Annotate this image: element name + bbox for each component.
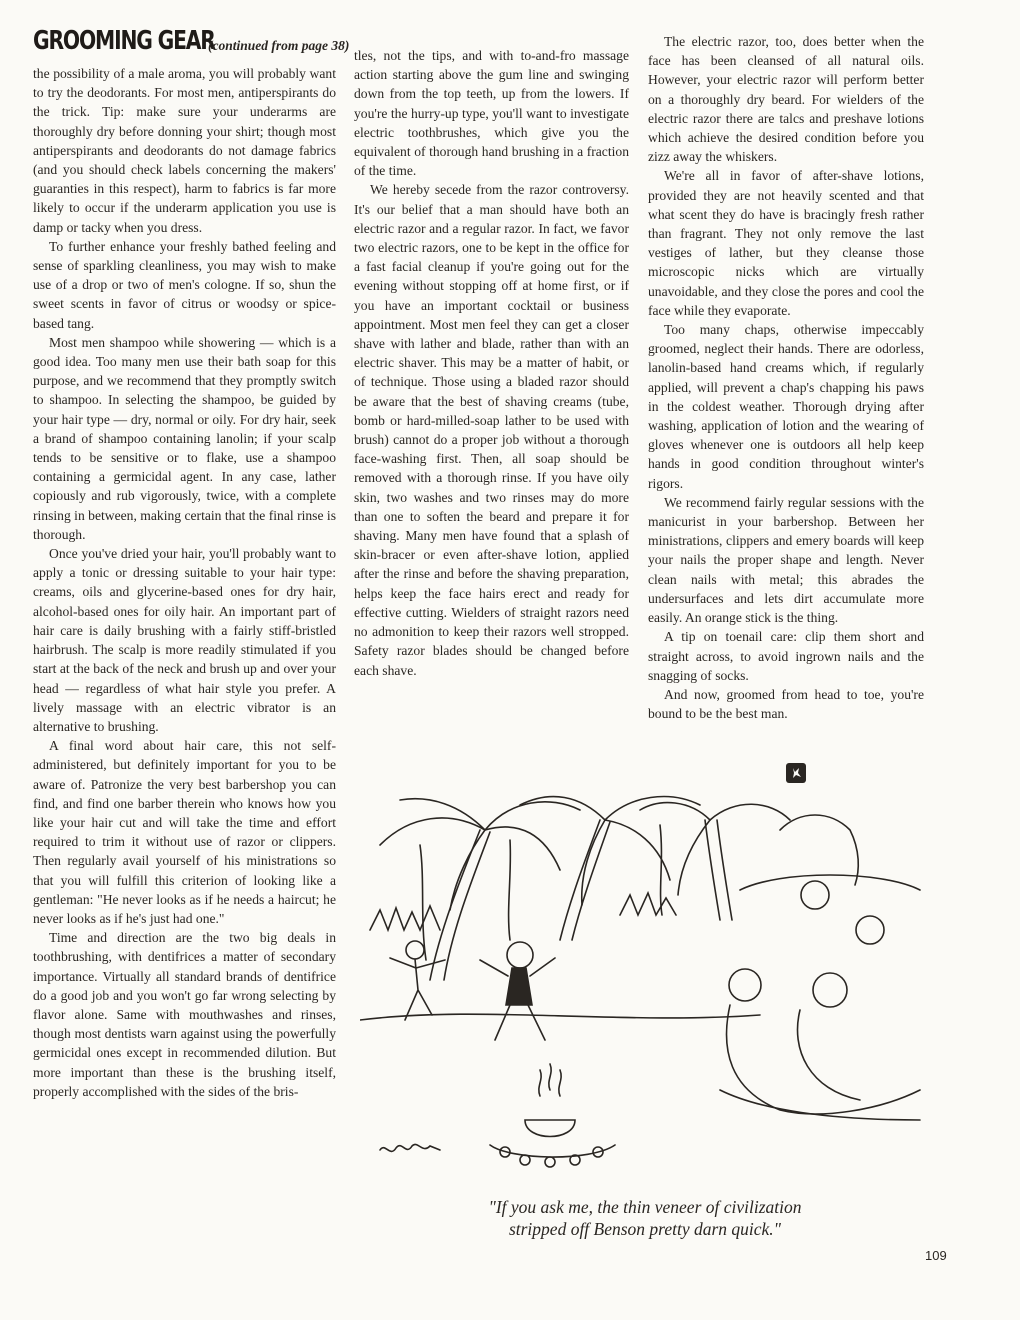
paragraph: We hereby secede from the razor controversy. It's our belief that a man should have both an electric razor and a regular razor. In fact, we favor two electric razors, one to be kept in the office for a fast facial cleanup if you're going out for the evening without stopping off at home first, or if you have an important cocktail or business appointment. Most men feel they can get a closer shave with lather and blade, rather than with an electric shaver. This may be a matter of habit, or of technique. Those using a bladed razor should be aware that the best of shaving creams (tube, bomb or hard-milled-soap lather to be used with brush) cannot do a proper job without a thorough face-washing first. Then, all soap should be removed with a thorough rinse. If you have oily skin, two washes and two rinses may do more than one to soften the beard and prepare it for shaving. Many men have found that a splash of skin-bracer or even after-shave lotion, applied after the rinse and before the shaving preparation, helps keep the face hairs erect and ready for effective cutting. Wielders of straight razors need no admonition to keep their razors well stropped. Safety razor blades should be changed before each shave.	[354, 182, 629, 678]
caption-line: "If you ask me, the thin veneer of civilization	[488, 1197, 802, 1217]
continued-note: (continued from page 38)	[208, 38, 350, 53]
text-column-1	[33, 64, 336, 1101]
paragraph: A final word about hair care, this not self-administered, but definitely important for you to be aware of. Patronize the very best barbershop you can find, and find one barber therein who knows how you like your hair cut and will take the time and effort required to trim it without use of razor or clippers. Then regularly avail yourself of his ministrations so that you will fulfill this criterion of looking like a gentleman: "He never looks as if he needs a haircut; he never looks as if he's just had one."	[33, 738, 336, 926]
cartoon-caption	[360, 1196, 930, 1240]
page-number: 109	[925, 1248, 947, 1263]
paragraph: tles, not the tips, and with to-and-fro massage action starting above the gum line and swinging down from the top teeth, up from the lowers. If you're the hurry-up type, you'll want to investigate electric toothbrushes, which give you the equivalent of thorough hand brushing in a fraction of the time.	[354, 48, 629, 179]
paragraph: Time and direction are the two big deals in toothbrushing, with dentifrices a matter of secondary importance. Virtually all standard brands of dentifrice do a good job and you won't go far wrong selecting by flavor alone. Same with mouthwashes and rinses, though most dentists warn against using the powerfully germicidal ones except in recommended dilution. But more important than these is the brushing itself, properly accomplished with the sides of the bris-	[33, 930, 336, 1099]
text-column-2	[354, 46, 629, 680]
paragraph: the possibility of a male aroma, you will probably want to try the deodorants. For most men, antiperspirants do the trick. Tip: make sure your underarms are thoroughly dry before donning your shirt; though most antiperspirants and deodorants do not damage fabrics (and you should check labels concerning the makers' guaranties in this respect), harm to fabrics is far more likely to occur if the underarm application you use is damp or tacky when you dress.	[33, 66, 336, 235]
paragraph: Too many chaps, otherwise impeccably groomed, neglect their hands. There are odorless, lanolin-based hand creams which, if regularly applied, will prevent a chap's chapping his paws in the coldest weather. Thorough drying after washing, application of lotion and the wearing of gloves whenever one is outdoors all help keep hands in good condition throughout winter's rigors.	[648, 322, 924, 491]
caption-line: stripped off Benson pretty darn quick."	[508, 1219, 782, 1239]
paragraph: To further enhance your freshly bathed feeling and sense of sparkling cleanliness, you may wish to make use of a drop or two of men's cologne. If so, shun the sweet scents in favor of citrus or woodsy or spice-based tang.	[33, 238, 336, 331]
jungle-party-cartoon-illustration	[360, 790, 930, 1188]
paragraph: Once you've dried your hair, you'll probably want to apply a tonic or dressing suitable to your hair type: creams, oils and glycerine-based ones for dry hair, alcohol-based ones for oily hair. An important part of hair care is daily brushing with a fairly stiff-bristled hairbrush. The scalp is more readily stimulated if you start at the back of the neck and brush up and over your head — regardless of what hair style you prefer. A lively massage with an electric vibrator is an alternative to brushing.	[33, 546, 336, 734]
paragraph: We recommend fairly regular sessions with the manicurist in your barbershop. Between her ministrations, clippers and emery boards will keep your nails the proper shape and length. Never clean nails with metal; this abrades the undersurfaces and lets dirt accumulate more easily. An orange stick is the thing.	[648, 494, 924, 626]
paragraph: And now, groomed from head to toe, you're bound to be the best man.	[648, 686, 924, 722]
paragraph: A tip on toenail care: clip them short and straight across, to avoid ingrown nails and the snagging of socks.	[648, 629, 924, 683]
end-mark-icon	[786, 763, 806, 783]
paragraph: We're all in favor of after-shave lotions, provided they are not heavily scented and that what scent they do have is bracingly fresh rather than fragrant. They not only remove the last vestiges of lather, but they cleanse those microscopic nicks which are virtually unavoidable, and they close the pores and cool the face while they evaporate.	[648, 168, 924, 318]
paragraph: Most men shampoo while showering — which is a good idea. Too many men use their bath soap for this purpose, and we recommend that they promptly switch to shampoo. In selecting the shampoo, be guided by your hair type — dry, normal or oily. For dry hair, seek a brand of shampoo containing lanolin; if your scalp tends to be sensitive or to flake, use a shampoo containing a germicidal agent. In any case, lather copiously and rub vigorously, twice, with a complete rinsing in between, making certain that the final rinse is thorough.	[33, 334, 336, 542]
article-title: GROOMING GEAR	[33, 26, 215, 56]
paragraph: The electric razor, too, does better when the face has been cleansed of all natural oils. However, your electric razor will perform better on a thoroughly dry beard. For wielders of the electric razor there are talcs and preshave lotions which achieve the desired condition before you zizz away the whiskers.	[648, 34, 924, 165]
text-column-3	[648, 32, 924, 723]
